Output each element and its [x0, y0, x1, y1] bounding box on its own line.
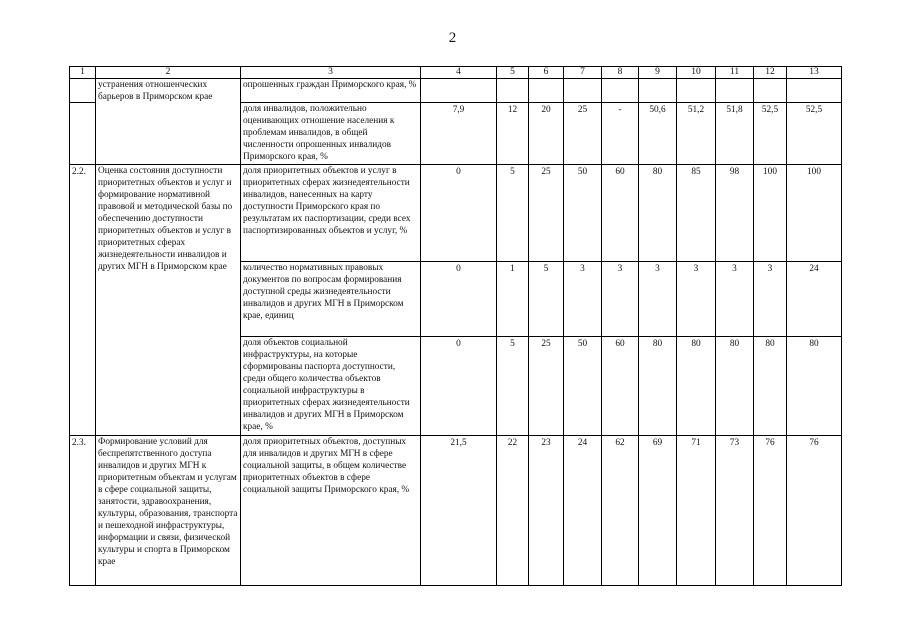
- value-cell: 0: [421, 165, 497, 262]
- value-cell: 50,6: [639, 103, 677, 165]
- value-cell: 100: [754, 165, 787, 262]
- value-cell: 12: [497, 103, 529, 165]
- value-cell: 62: [602, 436, 639, 586]
- value-cell: 80: [716, 337, 754, 436]
- value-cell: 3: [716, 262, 754, 337]
- column-number-row: [70, 67, 842, 79]
- value-cell: 3: [602, 262, 639, 337]
- column-number: 8: [602, 67, 639, 79]
- value-cell: 3: [754, 262, 787, 337]
- value-cell: 98: [716, 165, 754, 262]
- value-cell: [787, 79, 842, 103]
- value-cell: 3: [639, 262, 677, 337]
- value-cell: 24: [787, 262, 842, 337]
- column-number: 9: [639, 67, 677, 79]
- value-cell: -: [602, 103, 639, 165]
- value-cell: 50: [564, 337, 602, 436]
- value-cell: 25: [529, 337, 564, 436]
- column-number: 7: [564, 67, 602, 79]
- value-cell: [754, 79, 787, 103]
- indicator-cell: количество нормативных правовых документов по вопросам формирования доступной среды жизнедеятельности инвалидов и других МГН в Приморском крае, единиц: [241, 262, 421, 337]
- indicator-cell: доля приоритетных объектов и услуг в приоритетных сферах жизнедеятельности инвалидов, нанесенных на карту доступности Приморского края по результатам их паспортизации, среди всех паспортизированных объектов и услуг, %: [241, 165, 421, 262]
- value-cell: [716, 79, 754, 103]
- value-cell: 3: [564, 262, 602, 337]
- value-cell: 69: [639, 436, 677, 586]
- value-cell: 80: [787, 337, 842, 436]
- value-cell: 73: [716, 436, 754, 586]
- value-cell: 50: [564, 165, 602, 262]
- value-cell: 0: [421, 337, 497, 436]
- column-number: 2: [96, 67, 241, 79]
- value-cell: 80: [639, 337, 677, 436]
- value-cell: [529, 79, 564, 103]
- task-name-cell: устранения отношенческих барьеров в Приморском крае: [96, 79, 241, 165]
- value-cell: 80: [639, 165, 677, 262]
- value-cell: 100: [787, 165, 842, 262]
- task-number-cell: [70, 79, 96, 103]
- value-cell: 22: [497, 436, 529, 586]
- task-name-cell: Оценка состояния доступности приоритетных объектов и услуг и формирование нормативной правовой и методической базы по обеспечению доступности приоритетных объектов и услуг в приоритетных сферах жизнедеятельности инвалидов и других МГН в Приморском крае: [96, 165, 241, 436]
- value-cell: 60: [602, 165, 639, 262]
- value-cell: 51,8: [716, 103, 754, 165]
- column-number: 13: [787, 67, 842, 79]
- value-cell: [677, 79, 716, 103]
- task-name-cell: Формирование условий для беспрепятственного доступа инвалидов и других МГН к приоритетным объектам и услугам в сфере социальной защиты, занятости, здравоохранения, культуры, образования, транспорта и пешеходной инфраструктуры, информации и связи, физической культуры и спорта в Приморском крае: [96, 436, 241, 586]
- value-cell: 0: [421, 262, 497, 337]
- task-number-cell: [70, 103, 96, 165]
- value-cell: 71: [677, 436, 716, 586]
- value-cell: 5: [529, 262, 564, 337]
- page-number: 2: [448, 30, 457, 46]
- column-number: 11: [716, 67, 754, 79]
- value-cell: 80: [754, 337, 787, 436]
- column-number: 6: [529, 67, 564, 79]
- table-row: [70, 436, 842, 586]
- value-cell: [421, 79, 497, 103]
- value-cell: 21,5: [421, 436, 497, 586]
- value-cell: 7,9: [421, 103, 497, 165]
- value-cell: 52,5: [754, 103, 787, 165]
- value-cell: 5: [497, 337, 529, 436]
- indicators-table: [69, 66, 842, 586]
- indicator-cell: опрошенных граждан Приморского края, %: [241, 79, 421, 103]
- value-cell: 51,2: [677, 103, 716, 165]
- value-cell: 24: [564, 436, 602, 586]
- value-cell: [497, 79, 529, 103]
- value-cell: 52,5: [787, 103, 842, 165]
- value-cell: [639, 79, 677, 103]
- indicator-cell: доля инвалидов, положительно оценивающих отношение населения к проблемам инвалидов, в общей численности опрошенных инвалидов Приморского края, %: [241, 103, 421, 165]
- column-number: 5: [497, 67, 529, 79]
- value-cell: [564, 79, 602, 103]
- value-cell: 76: [787, 436, 842, 586]
- table-row: [70, 165, 842, 262]
- value-cell: 80: [677, 337, 716, 436]
- column-number: 12: [754, 67, 787, 79]
- task-number-cell: 2.3.: [70, 436, 96, 586]
- table-row: [70, 79, 842, 103]
- indicator-cell: доля приоритетных объектов, доступных для инвалидов и других МГН в сфере социальной защиты, в общем количестве приоритетных объектов в сфере социальной защиты Приморского края, %: [241, 436, 421, 586]
- value-cell: 25: [529, 165, 564, 262]
- value-cell: 23: [529, 436, 564, 586]
- value-cell: 5: [497, 165, 529, 262]
- value-cell: [602, 79, 639, 103]
- value-cell: 1: [497, 262, 529, 337]
- value-cell: 20: [529, 103, 564, 165]
- column-number: 10: [677, 67, 716, 79]
- value-cell: 3: [677, 262, 716, 337]
- column-number: 4: [421, 67, 497, 79]
- column-number: 3: [241, 67, 421, 79]
- value-cell: 85: [677, 165, 716, 262]
- column-number: 1: [70, 67, 96, 79]
- indicator-cell: доля объектов социальной инфраструктуры, на которые сформированы паспорта доступности, среди общего количества объектов социальной инфраструктуры в приоритетных сферах жизнедеятельности инвалидов и других МГН в Приморском крае, %: [241, 337, 421, 436]
- task-number-cell: 2.2.: [70, 165, 96, 436]
- value-cell: 25: [564, 103, 602, 165]
- value-cell: 60: [602, 337, 639, 436]
- value-cell: 76: [754, 436, 787, 586]
